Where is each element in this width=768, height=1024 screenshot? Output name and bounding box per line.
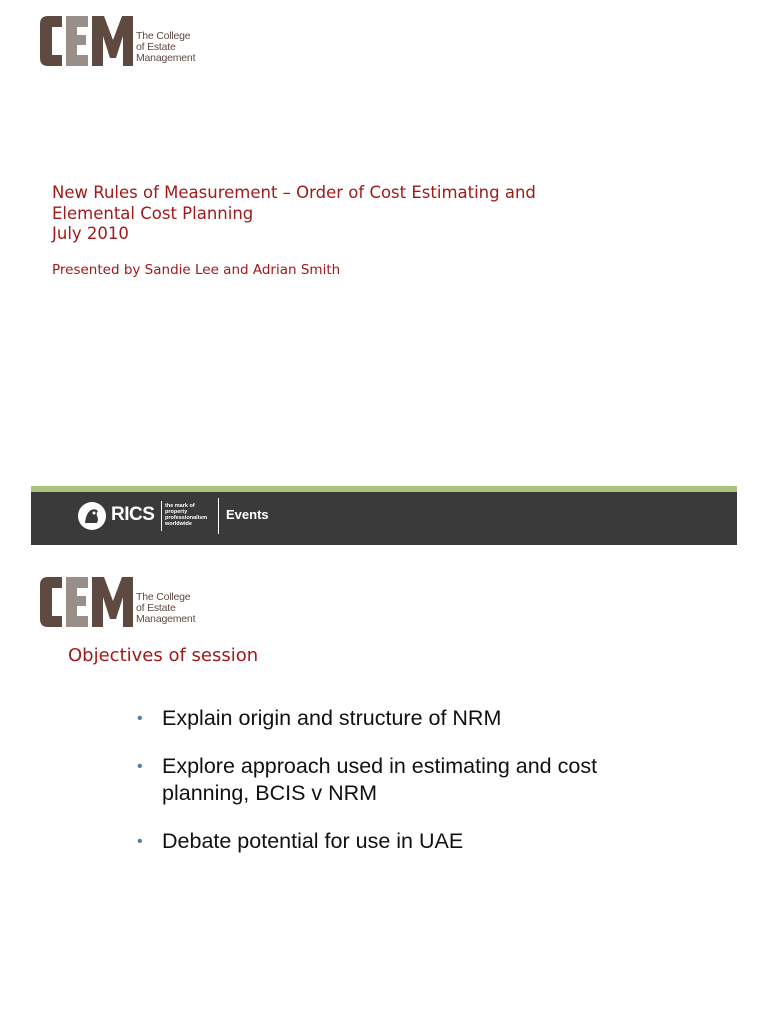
college-name (136, 592, 195, 625)
tagline-line: worldwide (165, 521, 192, 527)
slide-heading: Objectives of session (68, 645, 259, 666)
list-item (137, 753, 737, 807)
list-item (137, 828, 737, 855)
college-name (136, 31, 195, 64)
events-label: Events (226, 507, 269, 522)
slide-title (52, 183, 732, 245)
cem-letters-logo (38, 575, 134, 629)
tagline-line: professionalism (165, 515, 208, 521)
college-name-line: of Estate (136, 602, 176, 614)
bullet-text: Debate potential for use in UAE (162, 829, 464, 853)
rics-emblem-icon (77, 501, 107, 531)
title-date: July 2010 (52, 224, 129, 243)
bullet-icon: • (137, 710, 143, 727)
bullet-icon: • (137, 833, 143, 850)
bullet-text: Explore approach used in estimating and cost (162, 754, 598, 778)
banner-divider (218, 498, 219, 534)
college-name-line: Management (136, 613, 196, 625)
list-item (137, 705, 737, 732)
bullet-text: planning, BCIS v NRM (162, 781, 378, 805)
banner-divider (161, 501, 162, 531)
tagline-line: the mark of (165, 503, 195, 509)
title-line: New Rules of Measurement – Order of Cost Estimating and (52, 183, 536, 202)
presenters-line: Presented by Sandie Lee and Adrian Smith (52, 262, 341, 278)
tagline-line: property (165, 509, 188, 515)
rics-events-banner (31, 492, 737, 545)
bullet-text: Explain origin and structure of NRM (162, 706, 502, 730)
title-line: Elemental Cost Planning (52, 203, 254, 223)
objectives-list (137, 705, 737, 876)
rics-brand: RICS (111, 504, 155, 525)
rics-tagline (165, 503, 207, 527)
cem-logo (38, 14, 218, 74)
college-name-line: The College (136, 30, 191, 42)
college-name-line: Management (136, 52, 196, 64)
college-name-line: The College (136, 591, 191, 603)
bullet-icon: • (137, 758, 143, 775)
cem-letters-logo (38, 14, 134, 68)
cem-logo (38, 575, 218, 635)
college-name-line: of Estate (136, 41, 176, 53)
